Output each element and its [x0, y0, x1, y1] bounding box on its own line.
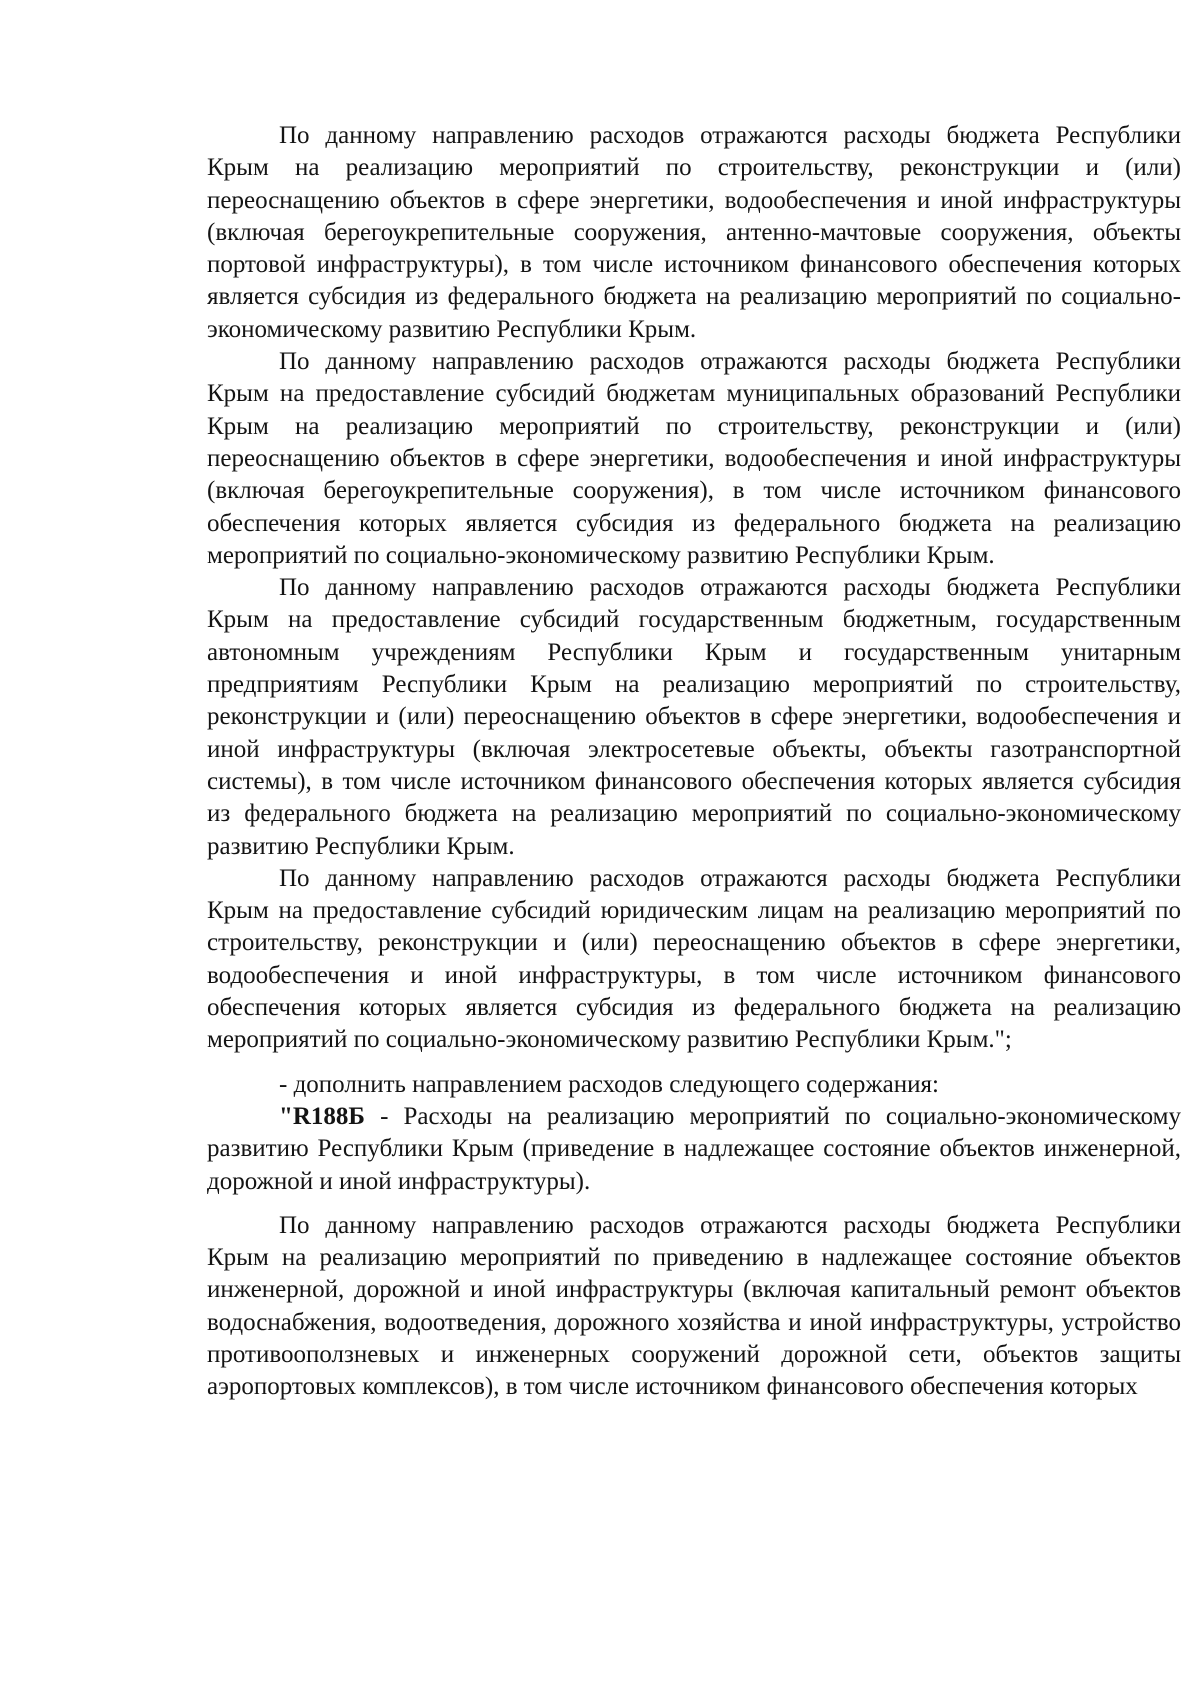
expense-description: - Расходы на реализацию мероприятий по социально-экономическому развитию Республики Крым (приведение в надлежащее состояние объектов инженерной, дорожной и иной инфраструктуры).: [207, 1102, 1181, 1195]
paragraph-legal-entities-subsidies: По данному направлению расходов отражаются расходы бюджета Республики Крым на предоставление субсидий юридическим лицам на реализацию мероприятий по строительству, реконструкции и (или) переоснащению объектов в сфере энергетики, водообеспечения и иной инфраструктуры, в том числе источником финансового обеспечения которых является субсидия из федерального бюджета на реализацию мероприятий по социально-экономическому развитию Республики Крым.";: [207, 864, 1181, 1054]
new-expense-entry: [207, 1101, 1181, 1198]
document-body: [207, 120, 1181, 1404]
paragraph-infrastructure-repair: По данному направлению расходов отражаются расходы бюджета Республики Крым на реализацию мероприятий по приведению в надлежащее состояние объектов инженерной, дорожной и иной инфраструктуры (включая капитальный ремонт объектов водоснабжения, водоотведения, дорожного хозяйства и иной инфраструктуры, устройство противооползневых и инженерных сооружений дорожной сети, объектов защиты аэропортовых комплексов), в том числе источником финансового обеспечения которых: [207, 1211, 1181, 1401]
paragraph-state-institutions-subsidies: По данному направлению расходов отражаются расходы бюджета Республики Крым на предоставление субсидий государственным бюджетным, государственным автономным учреждениям Республики Крым и государственным унитарным предприятиям Республики Крым на реализацию мероприятий по строительству, реконструкции и (или) переоснащению объектов в сфере энергетики, водообеспечения и иной инфраструктуры (включая электросетевые объекты, объекты газотранспортной системы), в том числе источником финансового обеспечения которых является субсидия из федерального бюджета на реализацию мероприятий по социально-экономическому развитию Республики Крым.: [207, 574, 1181, 860]
paragraph-energy-infrastructure: По данному направлению расходов отражаются расходы бюджета Республики Крым на реализацию мероприятий по строительству, реконструкции и (или) переоснащению объектов в сфере энергетики, водообеспечения и иной инфраструктуры (включая берегоукрепительные сооружения, антенно-мачтовые сооружения, объекты портовой инфраструктуры), в том числе источником финансового обеспечения которых является субсидия из федерального бюджета на реализацию мероприятий по социально-экономическому развитию Республики Крым.: [207, 122, 1181, 343]
paragraph-municipal-subsidies: По данному направлению расходов отражаются расходы бюджета Республики Крым на предоставление субсидий бюджетам муниципальных образований Республики Крым на реализацию мероприятий по строительству, реконструкции и (или) переоснащению объектов в сфере энергетики, водообеспечения и иной инфраструктуры (включая берегоукрепительные сооружения), в том числе источником финансового обеспечения которых является субсидия из федерального бюджета на реализацию мероприятий по социально-экономическому развитию Республики Крым.: [207, 348, 1181, 569]
expense-code: "R188Б: [279, 1102, 365, 1130]
amendment-instruction: - дополнить направлением расходов следующего содержания:: [279, 1070, 939, 1098]
